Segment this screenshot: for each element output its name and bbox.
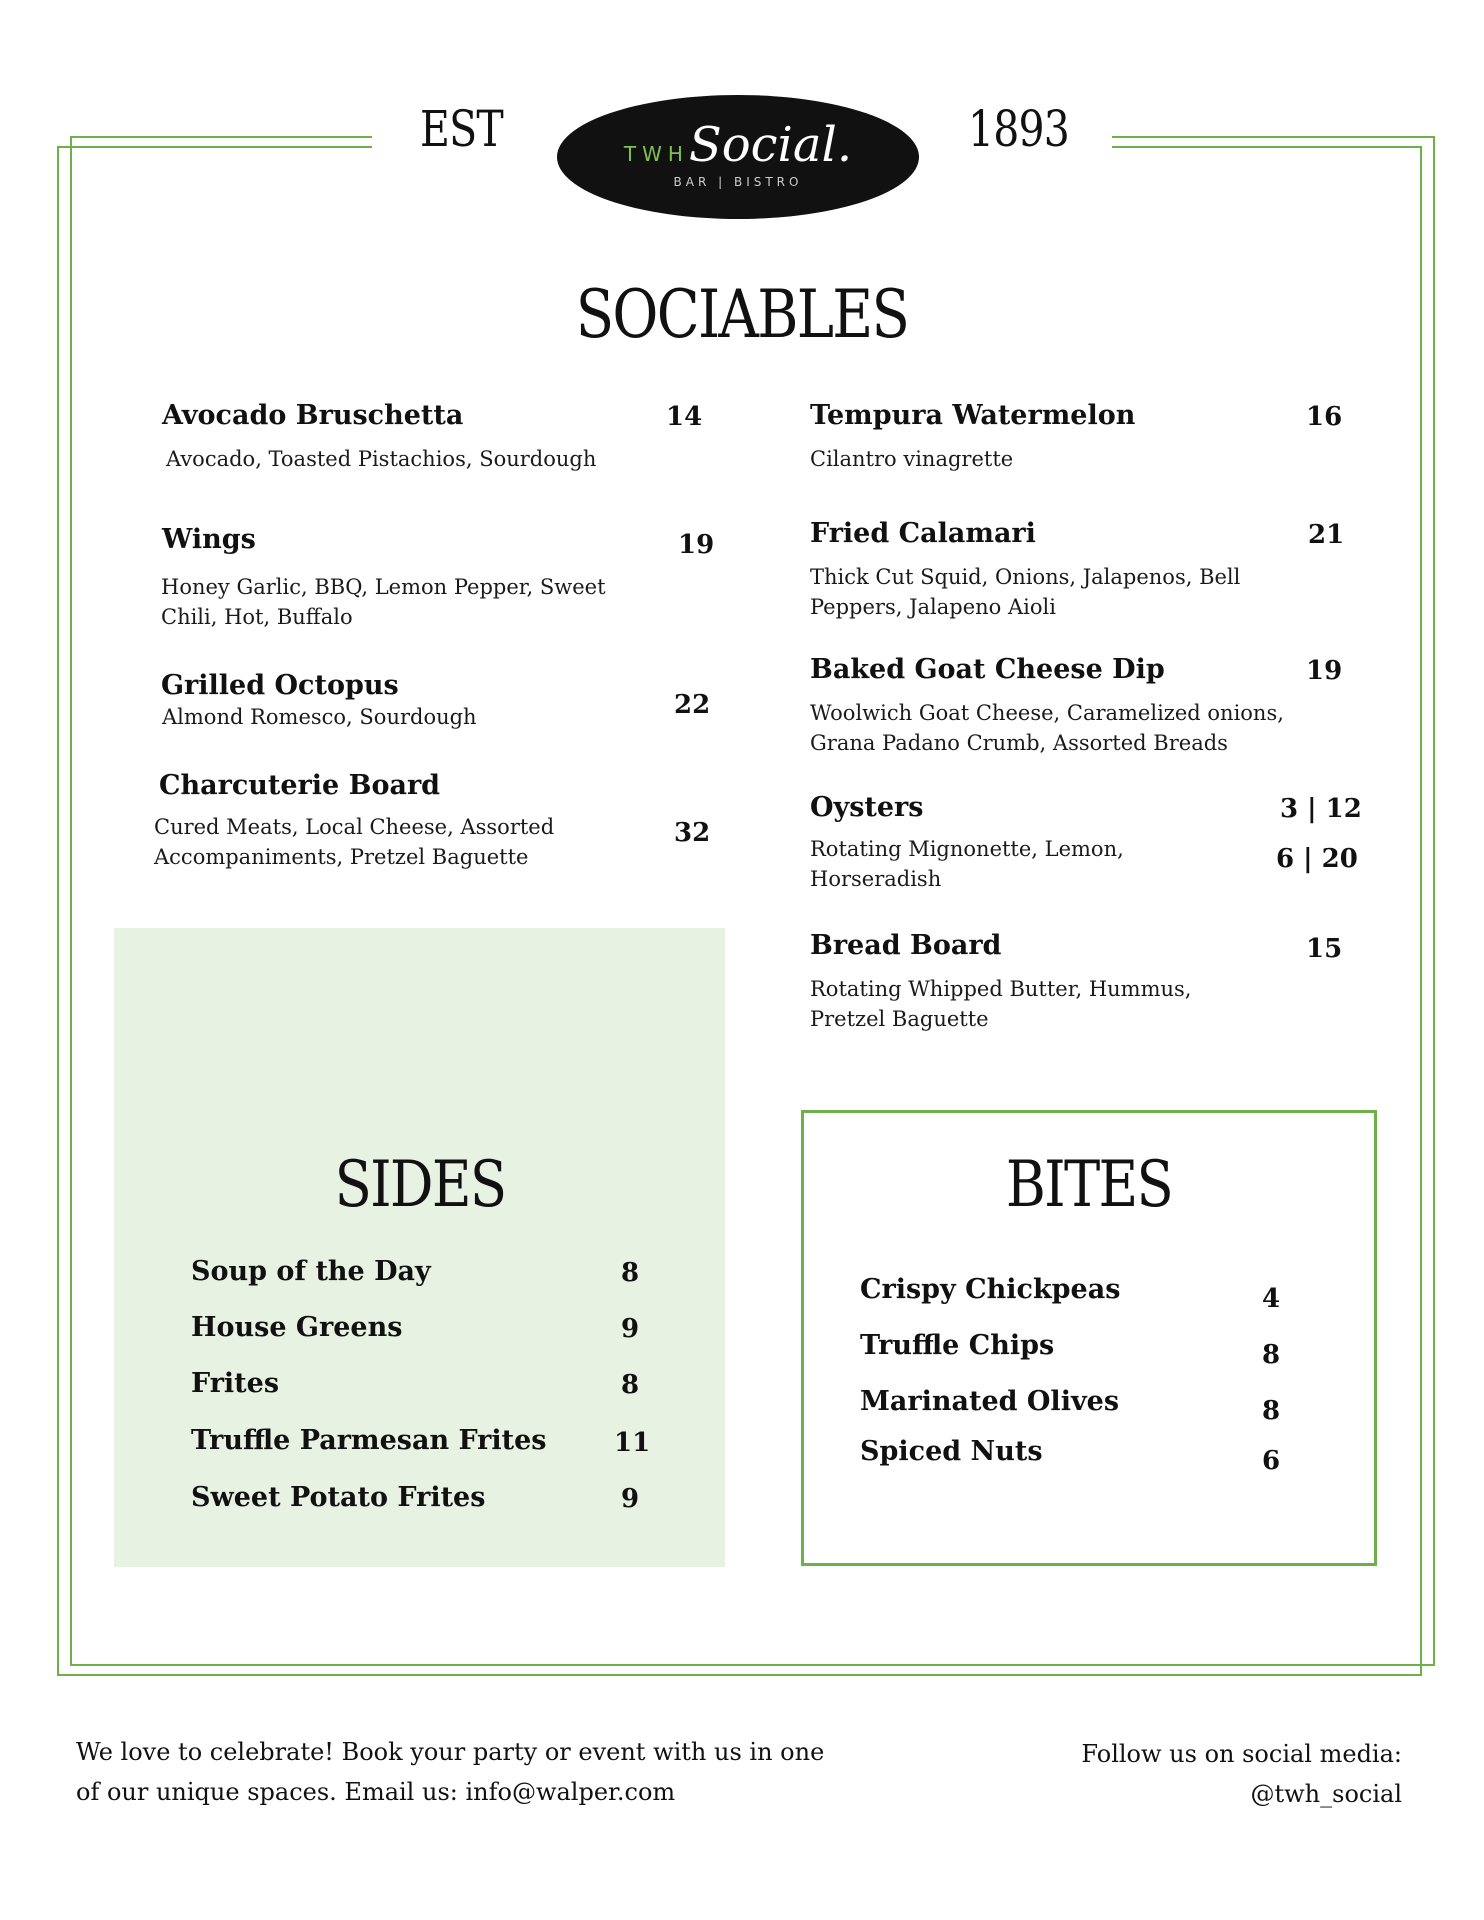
list-price: 11 [614, 1428, 651, 1458]
item-name: Baked Goat Cheese Dip [810, 654, 1165, 685]
item-desc: Rotating Mignonette, Lemon, Horseradish [810, 837, 1124, 891]
list-price: 6 [1262, 1446, 1281, 1476]
item-name: Tempura Watermelon [810, 400, 1136, 431]
list-price: 8 [621, 1258, 640, 1288]
item-name: Fried Calamari [810, 518, 1036, 549]
logo-social: Social. [688, 117, 853, 173]
item-price: 15 [1306, 934, 1343, 964]
list-item: Truffle Chips [860, 1330, 1055, 1361]
list-item: Frites [191, 1368, 280, 1399]
logo-wordmark [557, 117, 919, 173]
item-price: 19 [1306, 656, 1343, 686]
list-price: 8 [621, 1370, 640, 1400]
sides-panel [114, 928, 725, 1567]
item-name: Oysters [810, 792, 924, 823]
item-desc: Cilantro vinagrette [810, 447, 1014, 471]
footer-booking-line1: We love to celebrate! Book your party or event with us in one [76, 1738, 825, 1766]
list-item: Truffle Parmesan Frites [191, 1425, 547, 1456]
item-desc: Honey Garlic, BBQ, Lemon Pepper, Sweet Chili, Hot, Buffalo [161, 575, 606, 629]
item-desc: Almond Romesco, Sourdough [162, 705, 477, 729]
list-item: Crispy Chickpeas [860, 1274, 1121, 1305]
list-price: 8 [1262, 1396, 1281, 1426]
list-item: Spiced Nuts [860, 1436, 1043, 1467]
footer-booking-line2: of our unique spaces. Email us: info@walper.com [76, 1778, 676, 1806]
item-price: 16 [1306, 402, 1343, 432]
bites-title: BITES [1005, 1148, 1173, 1222]
item-price: 14 [666, 402, 703, 432]
year-label: 1893 [968, 100, 1070, 158]
item-name: Bread Board [810, 930, 1002, 961]
list-price: 4 [1262, 1284, 1281, 1314]
list-price: 8 [1262, 1340, 1281, 1370]
list-price: 9 [621, 1314, 640, 1344]
footer-social-line1: Follow us on social media: [1081, 1740, 1402, 1768]
item-name: Grilled Octopus [161, 670, 399, 701]
item-price: 32 [674, 818, 711, 848]
est-label: EST [420, 100, 503, 158]
item-name: Wings [162, 524, 256, 555]
item-desc: Cured Meats, Local Cheese, Assorted Accompaniments, Pretzel Baguette [154, 815, 555, 869]
list-price: 9 [621, 1484, 640, 1514]
list-item: Soup of the Day [191, 1256, 431, 1287]
item-price: 22 [674, 690, 711, 720]
logo-twh: TWH [623, 142, 689, 166]
item-desc: Woolwich Goat Cheese, Caramelized onions, Grana Padano Crumb, Assorted Breads [810, 701, 1284, 755]
item-price: 21 [1308, 520, 1345, 550]
footer-social-handle[interactable]: @twh_social [1250, 1780, 1402, 1808]
list-item: Sweet Potato Frites [191, 1482, 486, 1513]
sides-title: SIDES [334, 1148, 506, 1222]
item-desc: Rotating Whipped Butter, Hummus, Pretzel Baguette [810, 977, 1192, 1031]
item-name: Charcuterie Board [159, 770, 441, 801]
list-item: House Greens [191, 1312, 403, 1343]
logo [557, 95, 919, 219]
footer-social [1000, 1734, 1402, 1814]
item-price: 3 | 12 [1280, 794, 1362, 824]
item-desc: Avocado, Toasted Pistachios, Sourdough [166, 447, 597, 471]
list-item: Marinated Olives [860, 1386, 1120, 1417]
logo-subtitle: BAR | BISTRO [673, 175, 803, 189]
footer-booking [76, 1732, 836, 1812]
item-desc: Thick Cut Squid, Onions, Jalapenos, Bell Peppers, Jalapeno Aioli [810, 565, 1241, 619]
item-name: Avocado Bruschetta [162, 400, 464, 431]
item-price-secondary: 6 | 20 [1276, 844, 1358, 874]
item-price: 19 [678, 530, 715, 560]
sociables-title: SOCIABLES [575, 276, 909, 353]
